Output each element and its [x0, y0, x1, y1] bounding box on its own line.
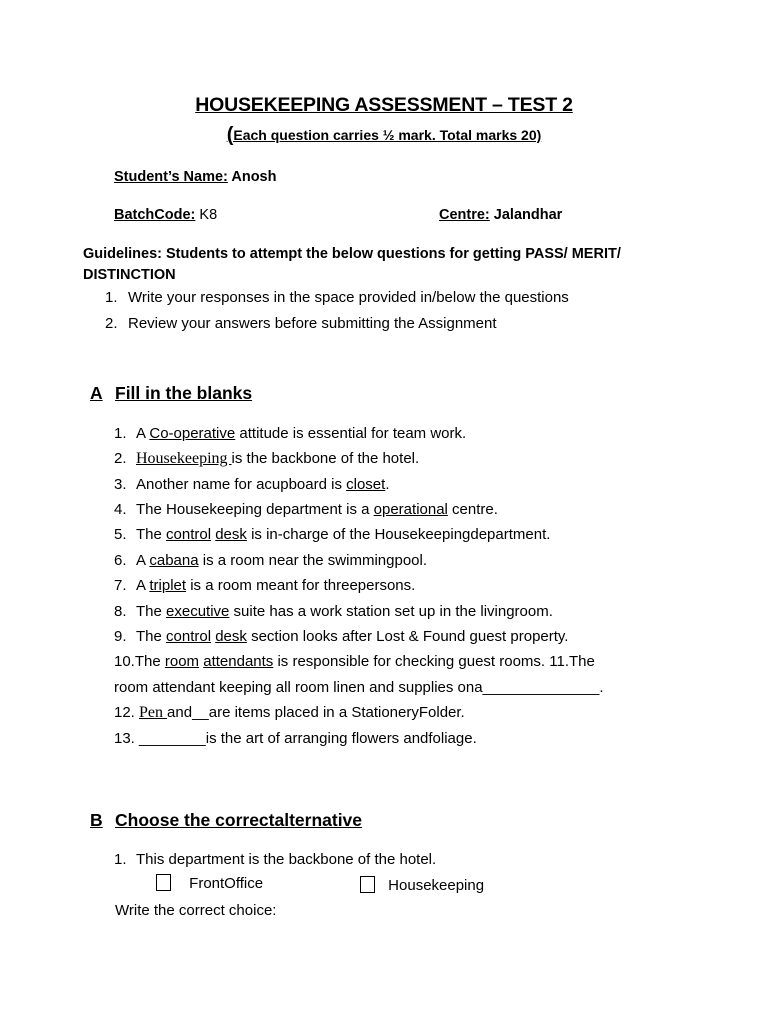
page-subtitle — [0, 124, 768, 147]
question-b1: 1. This department is the backbone of the hotel. — [114, 851, 437, 868]
answer: room — [164, 653, 200, 670]
answer: Housekeeping — [136, 450, 232, 467]
answer: desk — [215, 628, 247, 645]
option-housekeeping[interactable] — [360, 876, 484, 894]
page-title: HOUSEKEEPING ASSESSMENT – TEST 2 — [195, 94, 573, 116]
checkbox-icon[interactable] — [156, 874, 171, 891]
question-a11: room attendant keeping all room linen and supplies ona______________. — [114, 679, 604, 696]
answer: attendants — [203, 653, 274, 670]
section-a-title: Fill in the blanks — [115, 383, 253, 403]
centre-label: Centre: — [439, 207, 490, 223]
question-a2: 2. Housekeeping is the backbone of the hotel. — [114, 450, 420, 467]
answer: desk — [215, 526, 247, 543]
answer: triplet — [149, 577, 187, 594]
section-b-heading — [90, 810, 362, 831]
option-label: FrontOffice — [189, 875, 264, 892]
question-a7: 7. A triplet is a room meant for threepersons. — [114, 577, 416, 594]
section-a-letter: A — [90, 383, 103, 403]
answer: executive — [166, 603, 230, 620]
centre-value: Jalandhar — [493, 207, 563, 223]
section-a-heading — [90, 383, 252, 404]
question-a10: 10.The room attendants is responsible for checking guest rooms. 11.The — [114, 653, 595, 670]
student-name-label: Student’s Name: — [114, 169, 228, 185]
student-name-row — [114, 169, 276, 185]
guideline-item: 1. Write your responses in the space provided in/below the questions — [105, 289, 569, 306]
batch-code-label: BatchCode: — [114, 207, 196, 223]
answer: Co-operative — [149, 425, 236, 442]
answer-prompt: Write the correct choice: — [115, 902, 277, 919]
answer: control — [166, 628, 212, 645]
question-a13: 13. ________is the art of arranging flowers andfoliage. — [114, 730, 477, 747]
answer: Pen — [139, 704, 168, 721]
checkbox-icon[interactable] — [360, 876, 375, 893]
section-b-title: Choose the correctalternative — [115, 810, 363, 830]
question-a5: 5. The control desk is in-charge of the Housekeepingdepartment. — [114, 526, 551, 543]
answer: control — [166, 526, 212, 543]
option-label: Housekeeping — [388, 877, 485, 894]
question-a1: 1. A Co-operative attitude is essential for team work. — [114, 425, 467, 442]
answer: cabana — [149, 552, 199, 569]
centre-row — [439, 207, 562, 223]
batch-code-value: K8 — [199, 207, 218, 223]
question-a12: 12. Pen and__are items placed in a StationeryFolder. — [114, 704, 465, 721]
guidelines-heading: Guidelines: Students to attempt the below questions for getting PASS/ MERIT/ DISTINCTION — [83, 246, 621, 283]
section-b-letter: B — [90, 810, 103, 830]
batch-code-row — [114, 207, 217, 223]
answer: operational — [373, 501, 448, 518]
question-a4: 4. The Housekeeping department is a operational centre. — [114, 501, 498, 518]
guideline-item: 2. Review your answers before submitting the Assignment — [105, 315, 497, 332]
subtitle-paren: ( — [226, 124, 234, 146]
question-a9: 9. The control desk section looks after Lost & Found guest property. — [114, 628, 569, 645]
student-name-value: Anosh — [231, 169, 277, 185]
question-a8: 8. The executive suite has a work station set up in the livingroom. — [114, 603, 553, 620]
option-front-office[interactable] — [156, 874, 263, 892]
question-a3: 3. Another name for acupboard is closet. — [114, 476, 390, 493]
answer: closet — [346, 476, 386, 493]
subtitle-text: Each question carries ½ mark. Total marks 20) — [233, 127, 542, 143]
question-a6: 6. A cabana is a room near the swimmingpool. — [114, 552, 428, 569]
